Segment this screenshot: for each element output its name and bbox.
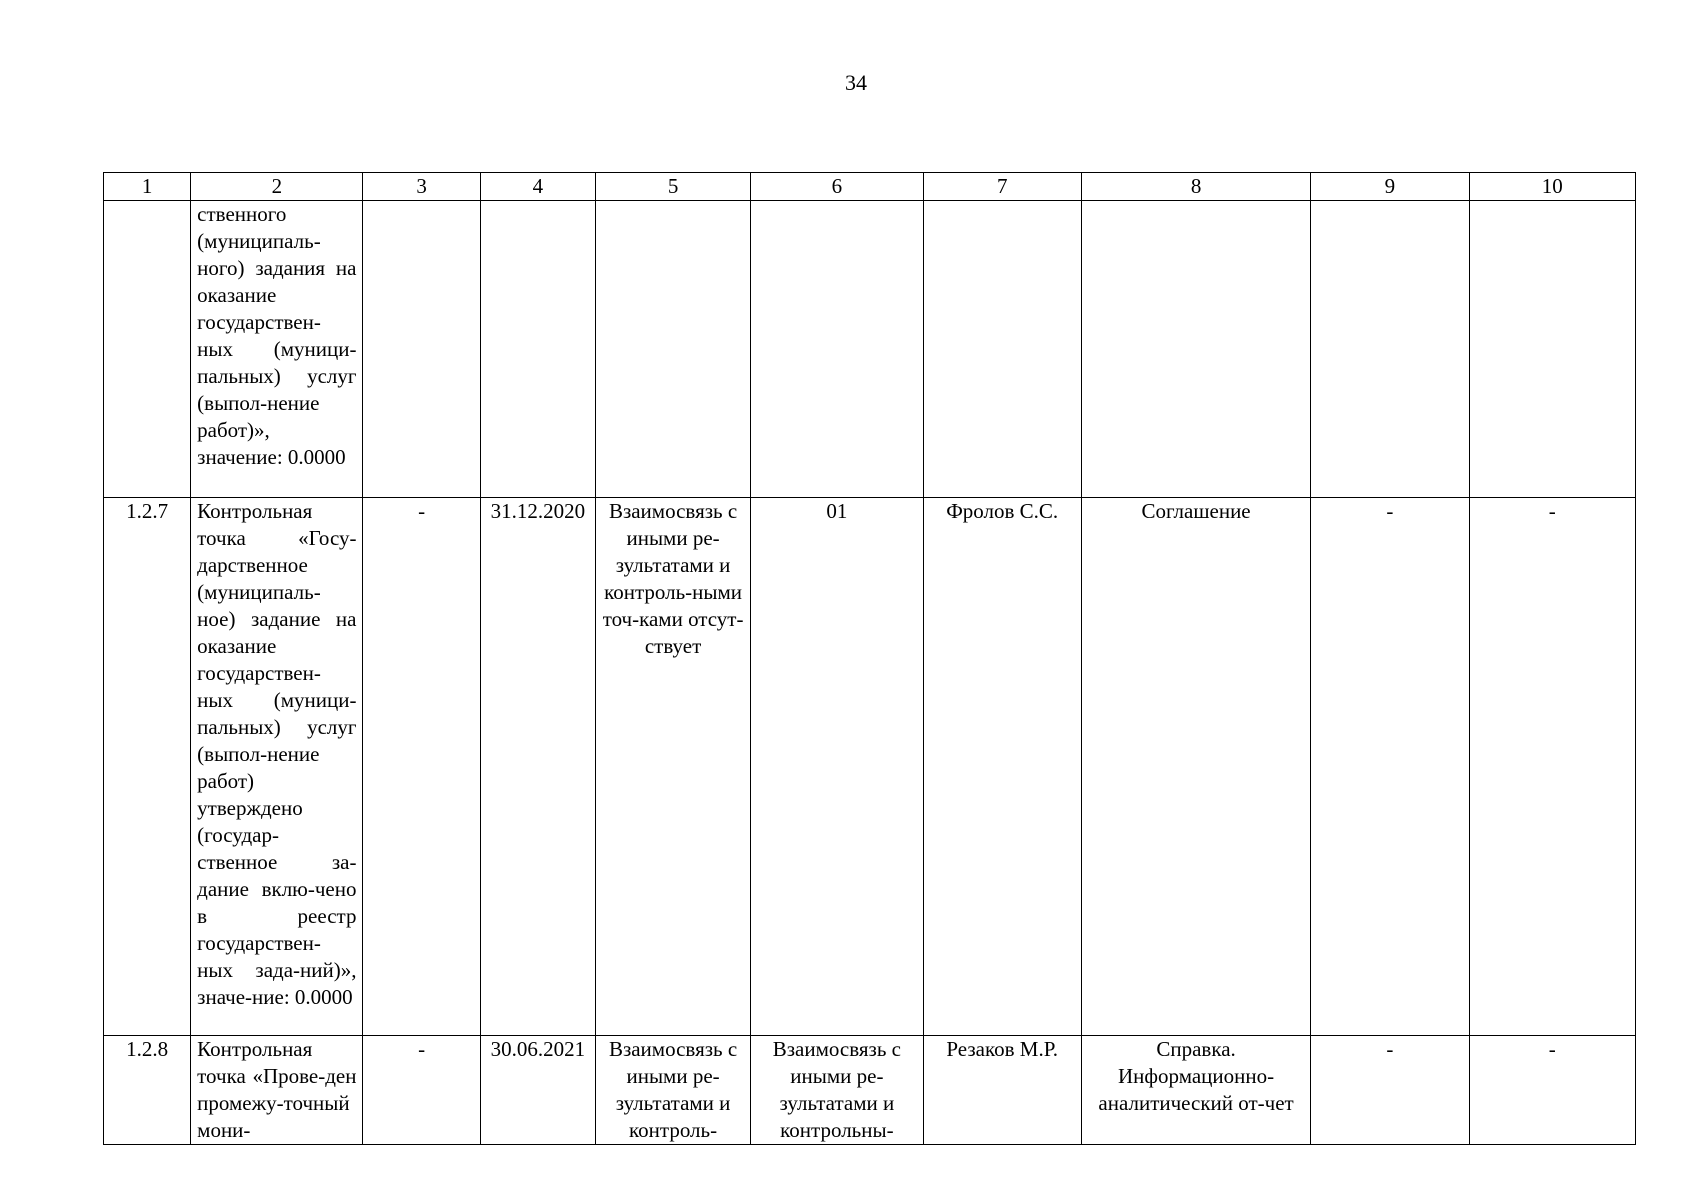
responsible-cell: Фролов С.С. [923,498,1081,1036]
date-cell: 31.12.2020 [480,498,595,1036]
header-cell: 1 [104,173,191,201]
table-row [104,1036,1636,1145]
table-row [104,498,1636,1036]
name-cell: ственного (муниципаль-ного) задания на оказание государствен-ных (муници-пальных) услуг (выпол-нение работ)», значение: 0.0000 [191,201,363,498]
document-cell [1081,201,1310,498]
row-number-cell: 1.2.8 [104,1036,191,1145]
header-cell: 5 [595,173,750,201]
header-cell: 6 [751,173,923,201]
header-cell: 9 [1311,173,1469,201]
responsible-cell [923,201,1081,498]
table-cell: - [363,1036,480,1145]
date-cell: 30.06.2021 [480,1036,595,1145]
header-cell: 7 [923,173,1081,201]
row-number-cell: 1.2.7 [104,498,191,1036]
row-number-cell [104,201,191,498]
table-cell [1311,201,1469,498]
relation-cell: Взаимосвязь с иными ре-зультатами и контроль-ными точ-ками отсут-ствует [595,498,750,1036]
document-table [103,172,1636,1145]
name-cell: Контрольная точка «Прове-ден промежу-точный мони- [191,1036,363,1145]
document-cell: Справка. Информационно-аналитический от-чет [1081,1036,1310,1145]
responsible-cell: Резаков М.Р. [923,1036,1081,1145]
table-cell: - [1311,498,1469,1036]
table-row [104,201,1636,498]
table-cell [1469,201,1635,498]
table-cell: - [1469,1036,1635,1145]
date-cell [480,201,595,498]
relation-cell [595,201,750,498]
table-cell: - [1311,1036,1469,1145]
document-cell: Соглашение [1081,498,1310,1036]
table-cell: - [363,498,480,1036]
header-cell: 10 [1469,173,1635,201]
header-cell: 8 [1081,173,1310,201]
name-cell: Контрольная точка «Госу-дарственное (муниципаль-ное) задание на оказание государствен-ных (муници-пальных) услуг (выпол-нение работ) утверждено (государ-ственное за-дание вклю-чено в реестр государствен-ных зада-ний)», значе-ние: 0.0000 [191,498,363,1036]
table-cell [751,201,923,498]
relation-cell: Взаимосвязь с иными ре-зультатами и контроль- [595,1036,750,1145]
header-cell: 2 [191,173,363,201]
table-cell: 01 [751,498,923,1036]
table-cell: - [1469,498,1635,1036]
page-number: 34 [845,70,867,95]
table-cell [363,201,480,498]
header-cell: 4 [480,173,595,201]
table-header-row [104,173,1636,201]
header-cell: 3 [363,173,480,201]
relation-cell: Взаимосвязь с иными ре-зультатами и контрольны- [751,1036,923,1145]
